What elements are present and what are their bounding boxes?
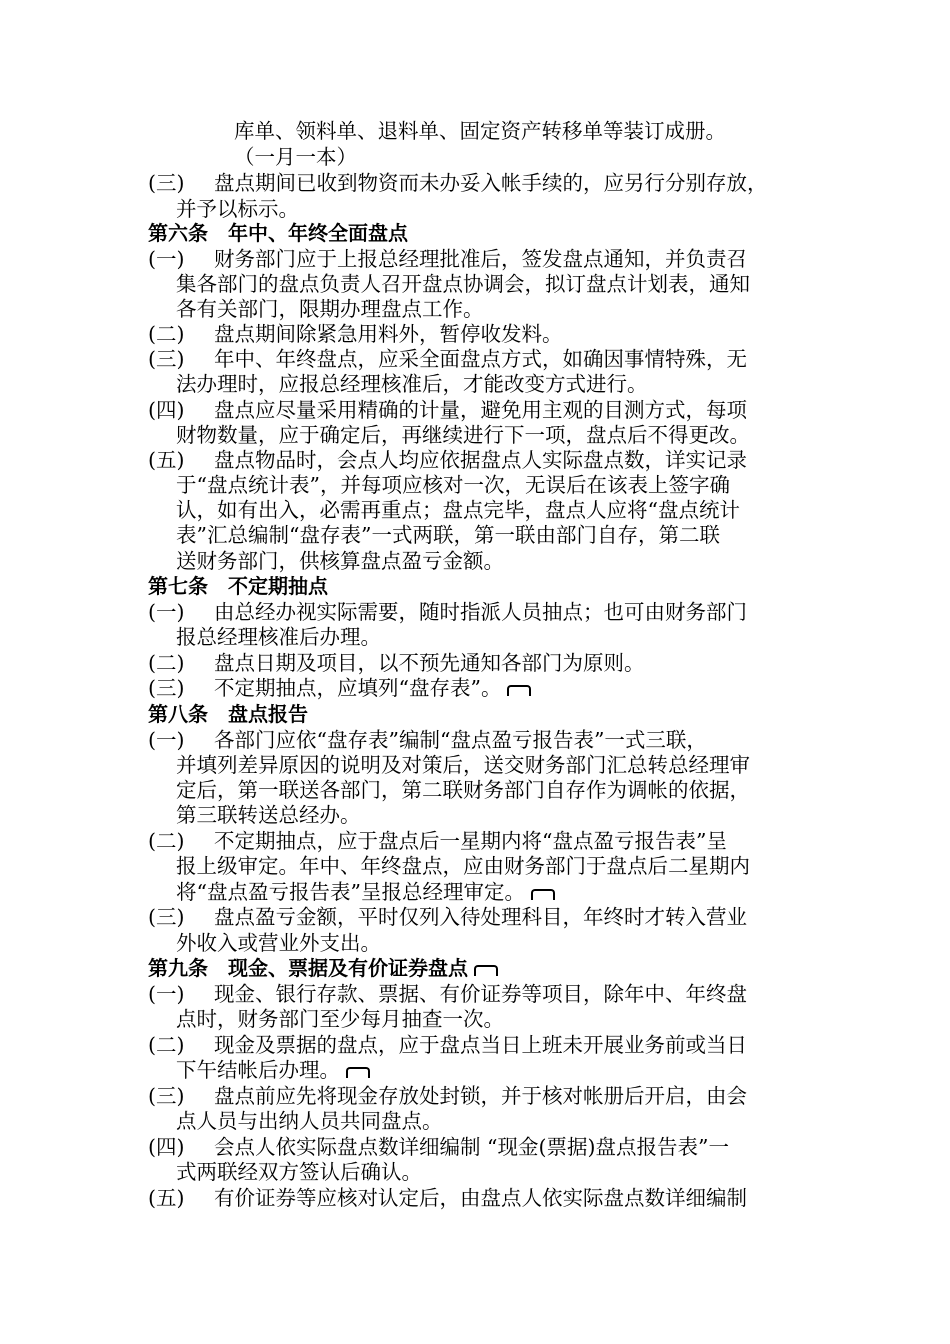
text-line: 认，如有出入，必需再重点；盘点完毕，盘点人应将“盘点统计 [176,498,740,522]
text-line: 会点人依实际盘点数详细编制 “现金(票据)盘点报告表”一 [214,1135,729,1159]
text-line: 报上级审定。年中、年终盘点，应由财务部门于盘点后二星期内 [176,854,750,878]
text-line: 盘点日期及项目，以不预先通知各部门为原则。 [214,651,645,675]
text-line: 各部门应依“盘存表”编制“盘点盈亏报告表”一式三联， [214,728,707,752]
item-number: (三) [148,1084,185,1108]
text-line: 财物数量，应于确定后，再继续进行下一项，盘点后不得更改。 [176,423,750,447]
text-line: 盘点期间已收到物资而未办妥入帐手续的，应另行分别存放， [214,171,768,195]
text-line: 不定期抽点，应于盘点后一星期内将“盘点盈亏报告表”呈 [214,829,727,853]
text-line: 将“盘点盈亏报告表”呈报总经理审定。 [176,880,525,904]
item-number: (四) [148,398,185,422]
item-number: (五) [148,448,185,472]
text-line: 外收入或营业外支出。 [176,931,381,955]
text-line: 并予以标示。 [176,197,299,221]
item-number: (三) [148,905,185,929]
text-line: 库单、领料单、退料单、固定资产转移单等装订成册。 [234,119,726,143]
text-line: 第三联转送总经办。 [176,803,361,827]
item-number: (三) [148,347,185,371]
text-line: 于“盘点统计表”，并每项应核对一次，无误后在该表上签字确 [176,473,730,497]
text-line: 不定期抽点，应填列“盘存表”。 [214,676,502,700]
article-heading-with-mark [148,955,498,981]
article-heading: 第九条 现金、票据及有价证券盘点 [148,956,468,980]
text-line: 下午结帐后办理。 [176,1058,340,1082]
text-line: 现金及票据的盘点，应于盘点当日上班未开展业务前或当日 [214,1033,747,1057]
article-heading: 第六条 年中、年终全面盘点 [148,221,408,245]
edit-mark-icon [474,965,498,976]
item-number: (三) [148,171,185,195]
text-line: （一月一本） [234,145,357,169]
text-line: 表”汇总编制“盘存表”一式两联，第一联由部门自存，第二联 [176,523,720,547]
text-line: 财务部门应于上报总经理批准后，签发盘点通知，并负责召 [214,247,747,271]
text-line: 盘点期间除紧急用料外，暂停收发料。 [214,322,563,346]
edit-mark-icon [346,1067,370,1078]
text-line: 盘点物品时，会点人均应依据盘点人实际盘点数，详实记录 [214,448,747,472]
item-number: (一) [148,600,185,624]
text-line: 各有关部门，限期办理盘点工作。 [176,297,484,321]
text-line: 并填列差异原因的说明及对策后，送交财务部门汇总转总经理审 [176,753,750,777]
item-number: (四) [148,1135,185,1159]
article-heading: 第八条 盘点报告 [148,702,308,726]
text-line: 现金、银行存款、票据、有价证券等项目，除年中、年终盘 [214,982,747,1006]
text-line-with-mark [176,1057,370,1083]
text-line: 点人员与出纳人员共同盘点。 [176,1109,443,1133]
text-line: 送财务部门，供核算盘点盈亏金额。 [176,549,504,573]
text-line-with-mark [214,675,531,701]
text-line: 式两联经双方签认后确认。 [176,1160,422,1184]
item-number: (一) [148,728,185,752]
text-line: 年中、年终盘点，应采全面盘点方式，如确因事情特殊，无 [214,347,747,371]
text-line-with-mark [176,879,555,905]
item-number: (一) [148,247,185,271]
item-number: (三) [148,676,185,700]
text-line: 盘点应尽量采用精确的计量，避免用主观的目测方式，每项 [214,398,747,422]
item-number: (二) [148,322,185,346]
item-number: (二) [148,651,185,675]
edit-mark-icon [507,685,531,696]
text-line: 报总经理核准后办理。 [176,625,381,649]
text-line: 由总经办视实际需要，随时指派人员抽点；也可由财务部门 [214,600,747,624]
text-line: 法办理时，应报总经理核准后，才能改变方式进行。 [176,372,648,396]
article-heading: 第七条 不定期抽点 [148,574,328,598]
text-line: 有价证券等应核对认定后，由盘点人依实际盘点数详细编制 [214,1186,747,1210]
item-number: (五) [148,1186,185,1210]
text-line: 盘点前应先将现金存放处封锁，并于核对帐册后开启，由会 [214,1084,747,1108]
item-number: (一) [148,982,185,1006]
edit-mark-icon [531,889,555,900]
item-number: (二) [148,829,185,853]
text-line: 盘点盈亏金额，平时仅列入待处理科目，年终时才转入营业 [214,905,747,929]
text-line: 定后，第一联送各部门，第二联财务部门自存作为调帐的依据， [176,778,750,802]
text-line: 集各部门的盘点负责人召开盘点协调会，拟订盘点计划表，通知 [176,272,750,296]
text-line: 点时，财务部门至少每月抽查一次。 [176,1007,504,1031]
item-number: (二) [148,1033,185,1057]
